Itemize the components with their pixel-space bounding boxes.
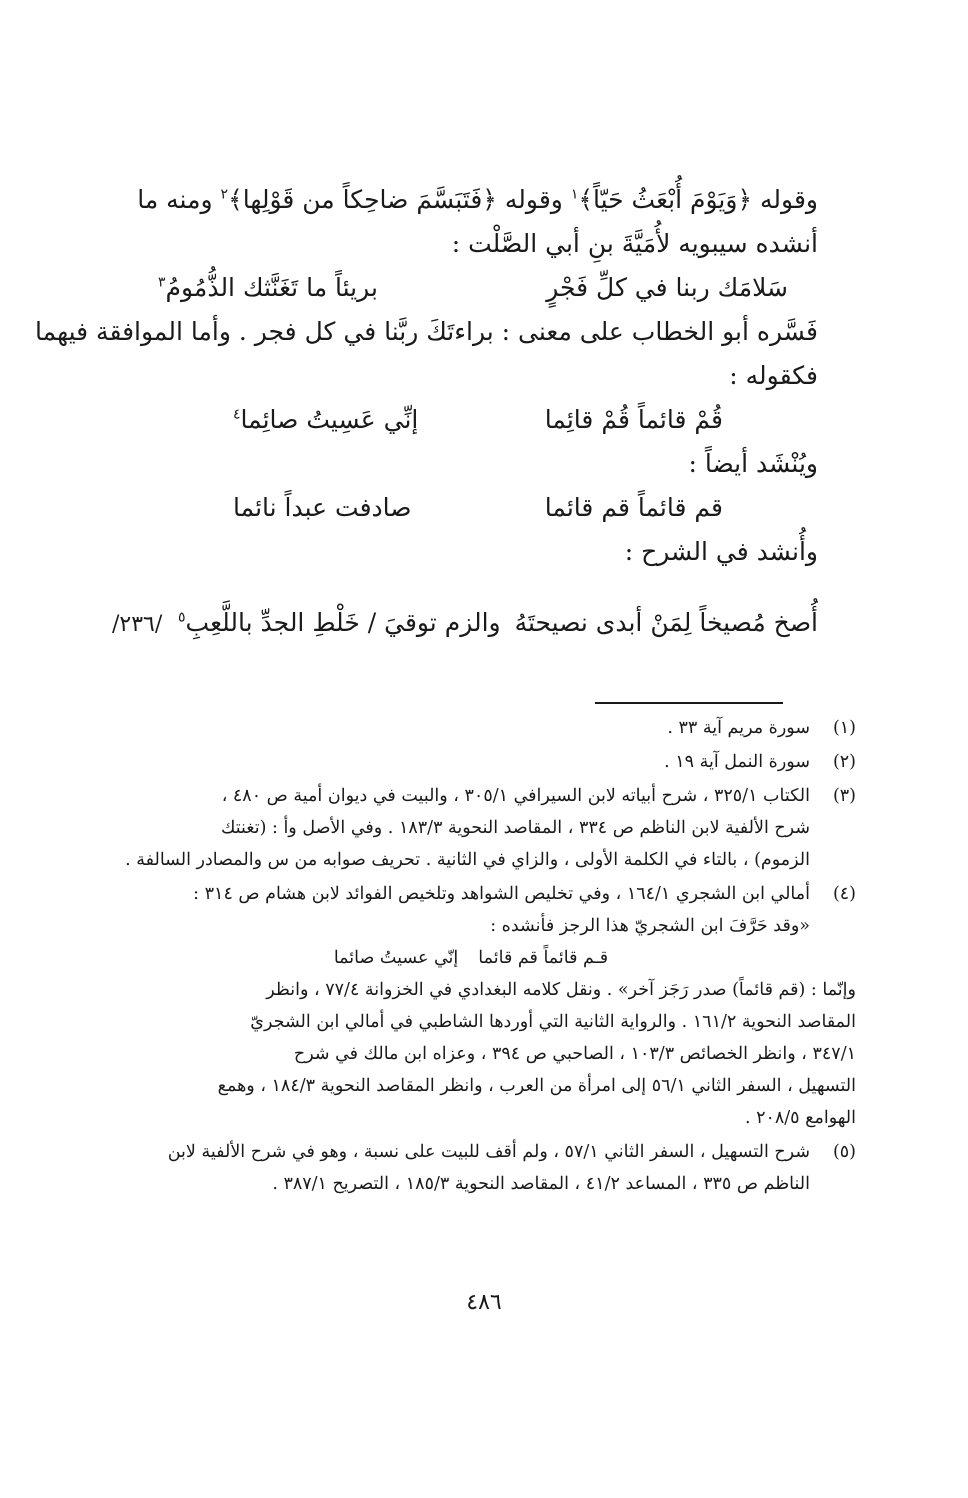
verse-2-hemistich-1: قُمْ قائماً قُمْ قائِما	[544, 405, 723, 434]
verse-2-hemistich-2: إنِّي عَسِيتُ صائِما$^٤$	[233, 405, 419, 434]
verse-4	[178, 608, 818, 637]
paragraph-2-line-1: فَسَّره أبو الخطاب على معنى : براءتَكَ ربَّنا في كل فجر . وأما الموافقة فيهما	[35, 317, 818, 346]
footnote-ref-5[interactable]: ٥	[178, 609, 186, 626]
verse-3	[233, 486, 723, 530]
footnote-4-continuation: وإنّما : (قم قائماً) صدر رَجَز آخر» . ونقل كلامه البغدادي في الخزوانة ٧٧/٤ ، وانظر المقاصد النحوية ١٦١/٢ . والرواية الثانية التي أوردها الشاطبي في أمالي ابن الشجريّ ٣٤٧/١ ، وانظر الخصائص ١٠٣/٣ ، الصاحبي ص ٣٩٤ ، وعزاه ابن مالك في شرح التسهيل ، السفر الثاني ٥٦/١ إلى امرأة من العرب ، وانظر المقاصد النحوية ١٨٤/٣ ، وهمع الهوامع ٢٠٨/٥ .	[217, 980, 856, 1128]
footnote-number: (٣)	[832, 786, 856, 806]
footnote-ref-4[interactable]: ٤	[233, 406, 241, 423]
footnote-number: (٥)	[832, 1142, 856, 1162]
footnote-number: (٢)	[832, 752, 856, 772]
verse-1-hemistich-1: سَلامَك ربنا في كلِّ فَجْرٍ	[546, 273, 788, 302]
verse-1-hemistich-2: بريئاً ما تَغَنَّثك الذُّمُومُ$^٣$	[158, 273, 378, 302]
verse-1	[158, 266, 788, 310]
footnote-text: سورة النمل آية ١٩ .	[664, 752, 810, 772]
verse-2	[233, 398, 723, 442]
footnotes	[112, 712, 856, 1202]
footnote-2	[112, 746, 856, 778]
paragraph-3: ويُنْشَد أيضاً :	[688, 449, 818, 478]
footnote-ref-1[interactable]: ١	[570, 186, 579, 203]
footnote-number: (١)	[832, 718, 856, 738]
footnote-text: أمالي ابن الشجري ١٦٤/١ ، وفي تخليص الشواهد وتلخيص الفوائد لابن هشام ص ٣١٤ : «وقد حَرَّفَ ابن الشجريّ هذا الرجز فأنشده : قـم قائماً قم قائماإنّي عسيتُ صائما وإنّما : (قم قائماً) صدر رَجَز آخر» . ونقل كلامه البغدادي في الخزوانة ٧٧/٤ ، وانظر المقاصد النحوية ١٦١/٢ . والرواية الثانية التي أوردها الشاطبي في أمالي ابن الشجريّ ٣٤٧/١ ، وانظر الخصائص ١٠٣/٣ ، الصاحبي ص ٣٩٤ ، وعزاه ابن مالك في شرح التسهيل ، السفر الثاني ٥٦/١ إلى امرأة من العرب ، وانظر المقاصد النحوية ١٨٤/٣ ، وهمع الهوامع ٢٠٨/٥ .	[112, 878, 810, 1134]
footnote-3	[112, 780, 856, 876]
paragraph-1-line-2: أنشده سيبويه لأُمَيَّةَ بنِ أبي الصَّلْت :	[451, 229, 818, 258]
paragraph-1	[128, 178, 818, 266]
verse-3-hemistich-2: صادفت عبداً نائما	[233, 493, 412, 522]
verse-4-hemistich-2: والزم توقيَ / خَلْطِ الجدِّ باللَّعِبِ$^٥$	[178, 608, 501, 637]
footnote-4-verse: قـم قائماً قم قائماإنّي عسيتُ صائما	[333, 948, 609, 968]
main-text	[35, 178, 818, 574]
paragraph-2	[35, 310, 818, 398]
footnote-4	[112, 878, 856, 1134]
verse-3-hemistich-1: قم قائماً قم قائما	[544, 493, 723, 522]
footnote-text: شرح التسهيل ، السفر الثاني ٥٧/١ ، ولم أقف للبيت على نسبة ، وهو في شرح الألفية لابن الناظم ص ٣٣٥ ، المساعد ٤١/٢ ، المقاصد النحوية ١٨٥/٣ ، التصريح ٣٨٧/١ .	[167, 1142, 810, 1194]
footnote-1	[112, 712, 856, 744]
paragraph-4: وأُنشد في الشرح :	[624, 537, 818, 566]
footnote-number: (٤)	[832, 884, 856, 904]
footnote-separator	[595, 702, 783, 704]
paragraph-1-line-1: وقوله ﴿وَيَوْمَ أُبْعَثُ حَيّاً﴾$^١$ وقوله ﴿فَتَبَسَّمَ ضاحِكاً من قَوْلِها﴾$^٢$ ومنه ما	[137, 185, 818, 214]
footnote-5	[112, 1136, 856, 1200]
page-number: ٤٨٦	[466, 1290, 502, 1315]
footnote-text: سورة مريم آية ٣٣ .	[667, 718, 810, 738]
manuscript-folio-marker: /٢٣٦/	[112, 612, 163, 637]
footnote-text: الكتاب ٣٢٥/١ ، شرح أبياته لابن السيرافي ٣٠٥/١ ، والبيت في ديوان أمية ص ٤٨٠ ، شرح الألفية لابن الناظم ص ٣٣٤ ، المقاصد النحوية ١٨٣/٣ . وفي الأصل وأ : (تغنتك الزموم) ، بالتاء في الكلمة الأولى ، والزاي في الثانية . تحريف صوابه من س والمصادر السالفة .	[125, 786, 810, 870]
footnote-ref-2[interactable]: ٢	[220, 186, 229, 203]
verse-4-hemistich-1: أُصخ مُصيخاً لِمَنْ أبدى نصيحتَهُ	[514, 608, 818, 637]
paragraph-2-line-2: فكقوله :	[729, 361, 818, 390]
footnote-ref-3[interactable]: ٣	[158, 274, 166, 291]
